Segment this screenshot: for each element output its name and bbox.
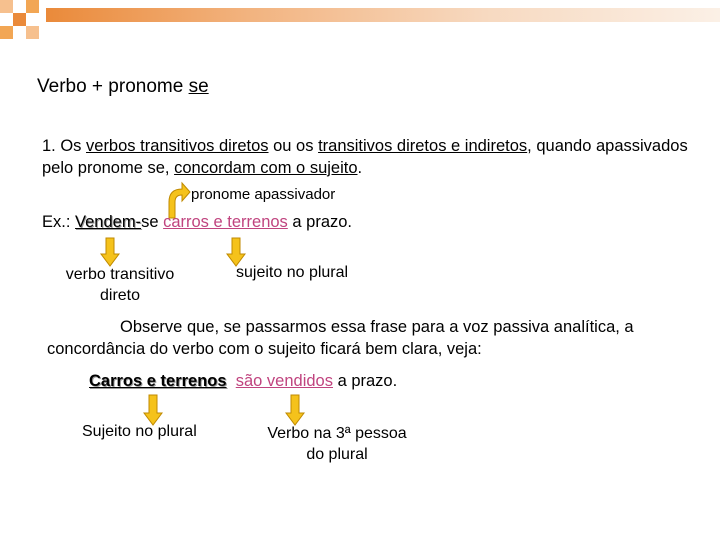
passive-space: [227, 372, 236, 390]
rule-text-2: ou os: [268, 137, 319, 155]
verbo-terceira-pessoa-label: Verbo na 3ª pessoa do plural: [267, 425, 407, 463]
title-text: Verbo + pronome: [37, 76, 189, 97]
passive-verb: são vendidos: [235, 372, 333, 390]
rule-underlined-2: transitivos diretos e indiretos: [318, 137, 528, 155]
verbo-transitivo-label: verbo transitivo direto: [65, 266, 175, 304]
passive-sentence: [89, 372, 397, 391]
example-verb: Vendem-: [75, 213, 142, 231]
example-sentence: [42, 213, 352, 232]
title-se: se: [188, 76, 209, 97]
rule-text-3: , quando apassivados pelo pronome se,: [42, 137, 688, 177]
rule-paragraph: [42, 135, 702, 179]
rule-text-4: .: [357, 159, 363, 177]
down-arrow-icon: [144, 395, 162, 425]
rule-underlined-3: concordam com o sujeito: [174, 159, 358, 177]
rule-text-1: 1. Os: [42, 137, 87, 155]
down-arrow-icon: [101, 238, 119, 266]
example-se: se: [141, 213, 159, 231]
sujeito-plural-label-2: Sujeito no plural: [82, 423, 197, 440]
passive-suffix: a prazo.: [332, 372, 398, 390]
down-arrow-icon: [227, 238, 245, 266]
header-gradient-bar: [46, 8, 720, 22]
pronome-apassivador-label: pronome apassivador: [191, 186, 336, 203]
sujeito-plural-label: sujeito no plural: [236, 264, 349, 281]
down-arrow-icon: [286, 395, 304, 425]
example-prefix: Ex.:: [42, 213, 76, 231]
example-subject: carros e terrenos: [163, 213, 288, 231]
observe-paragraph: Observe que, se passarmos essa frase para a voz passiva analítica, a concordância do verbo com o sujeito ficará bem clara, veja:: [47, 318, 634, 358]
example-suffix: a prazo.: [287, 213, 353, 231]
slide-title: [37, 76, 209, 98]
rule-underlined-1: verbos transitivos diretos: [86, 137, 269, 155]
passive-subject: Carros e terrenos: [89, 372, 227, 390]
